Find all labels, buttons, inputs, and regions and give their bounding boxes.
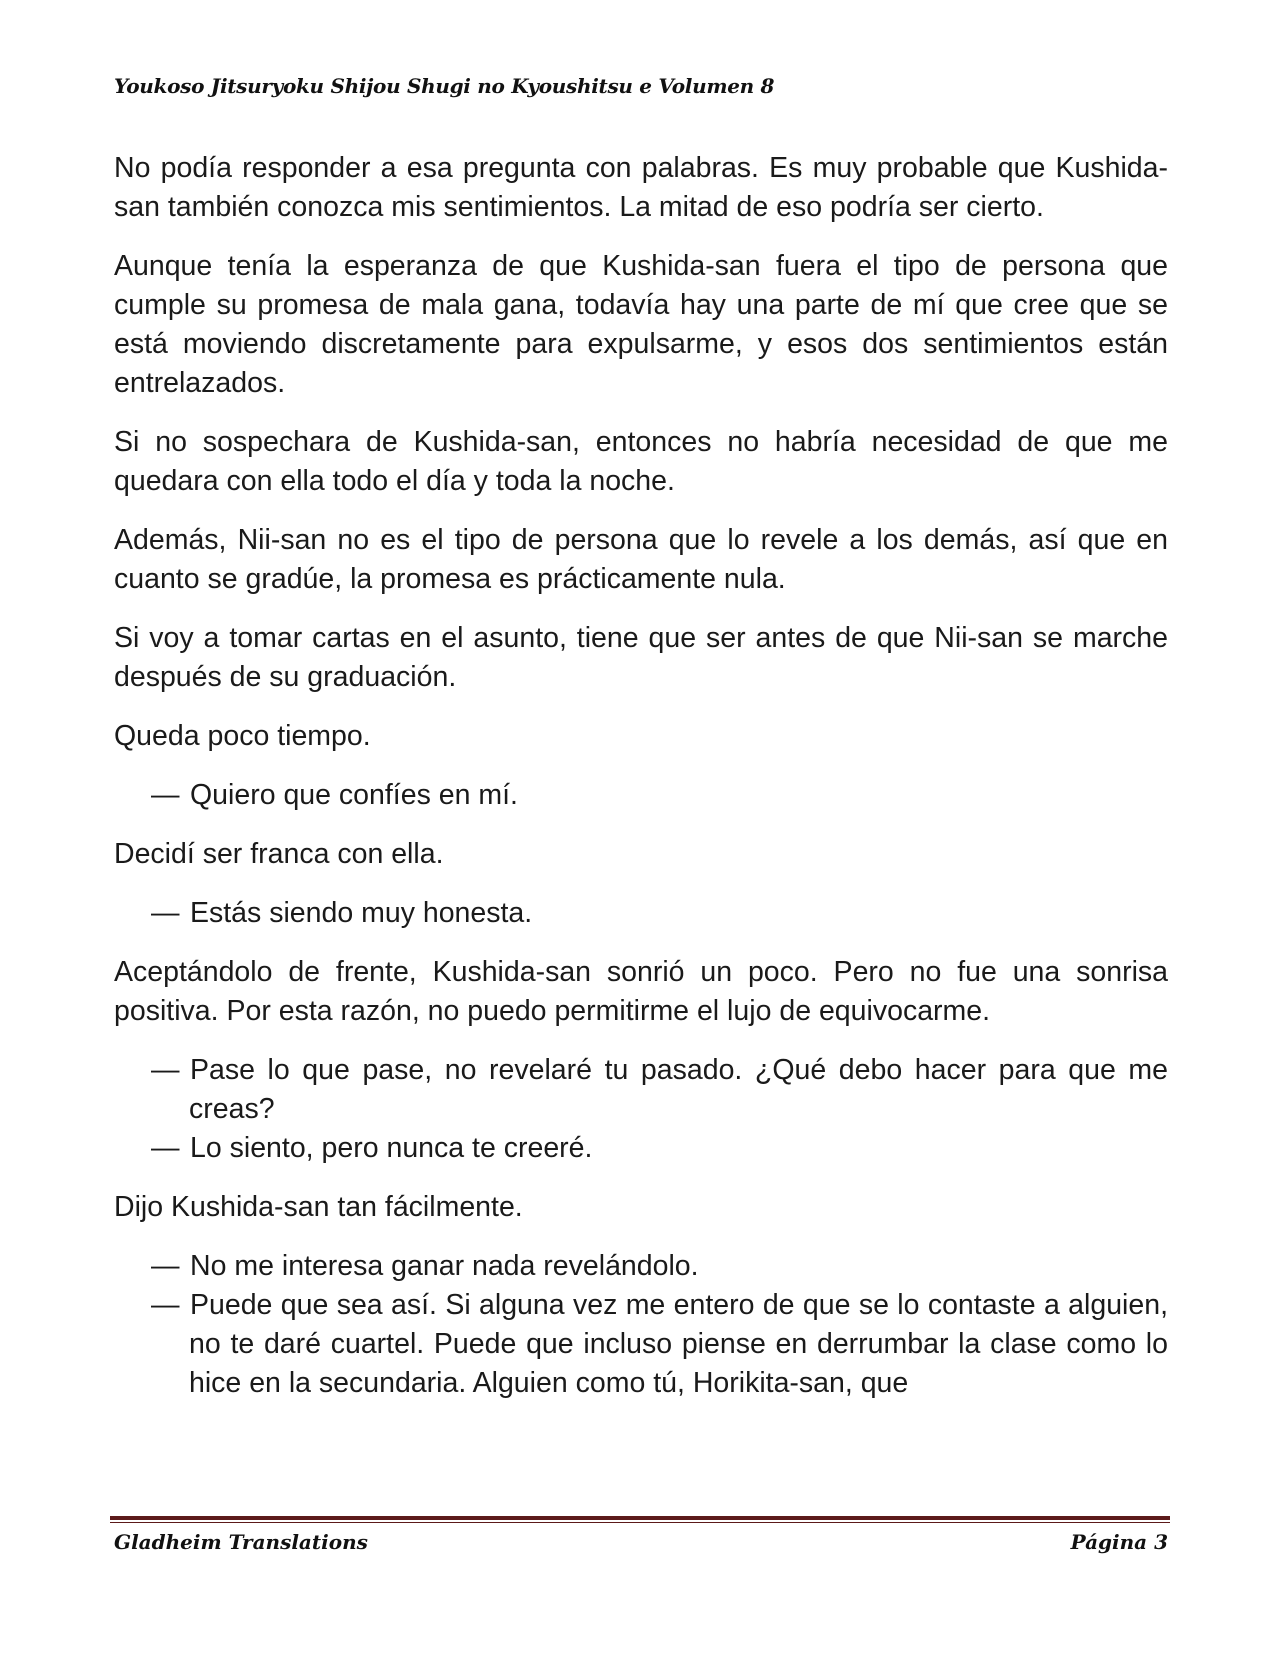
dialogue-dash: — (151, 1250, 180, 1282)
paragraph: Si no sospechara de Kushida-san, entonces no habría necesidad de que me quedara con ella todo el día y toda la noche. (114, 426, 1168, 497)
paragraph: Además, Nii-san no es el tipo de persona que lo revele a los demás, así que en cuanto se gradúe, la promesa es prácticamente nula. (114, 524, 1168, 595)
paragraph: Aceptándolo de frente, Kushida-san sonrió un poco. Pero no fue una sonrisa positiva. Por esta razón, no puedo permitirme el lujo de equivocarme. (114, 956, 1168, 1027)
dialogue-group (114, 894, 1168, 933)
dialogue-line (151, 1051, 1168, 1129)
dialogue-text: Pase lo que pase, no revelaré tu pasado. ¿Qué debo hacer para que me creas? (189, 1054, 1168, 1125)
page-header-title: Youkoso Jitsuryoku Shijou Shugi no Kyoushitsu e Volumen 8 (114, 74, 775, 98)
paragraph: Aunque tenía la esperanza de que Kushida-san fuera el tipo de persona que cumple su promesa de mala gana, todavía hay una parte de mí que cree que se está moviendo discretamente para expulsarme, y esos dos sentimientos están entrelazados. (114, 250, 1168, 399)
dialogue-text: Quiero que confíes en mí. (190, 779, 518, 811)
dialogue-group (114, 1247, 1168, 1403)
paragraph: Si voy a tomar cartas en el asunto, tiene que ser antes de que Nii-san se marche después de su graduación. (114, 622, 1168, 693)
dialogue-dash: — (151, 897, 180, 929)
dialogue-line (151, 894, 1168, 933)
dialogue-dash: — (151, 1289, 180, 1321)
page-body (114, 149, 1168, 1423)
paragraph: Queda poco tiempo. (114, 720, 371, 752)
dialogue-line (151, 776, 1168, 815)
dialogue-dash: — (151, 1132, 180, 1164)
footer-divider (110, 1516, 1170, 1523)
dialogue-text: Lo siento, pero nunca te creeré. (190, 1132, 593, 1164)
dialogue-text: Puede que sea así. Si alguna vez me entero de que se lo contaste a alguien, no te daré cuartel. Puede que incluso piense en derrumbar la clase como lo hice en la secundaria. Alguien como tú, Horikita-san, que (189, 1289, 1168, 1399)
paragraph: Dijo Kushida-san tan fácilmente. (114, 1191, 523, 1223)
footer-publisher: Gladheim Translations (114, 1530, 368, 1554)
dialogue-line (151, 1286, 1168, 1403)
dialogue-dash: — (151, 1054, 180, 1086)
dialogue-group (114, 776, 1168, 815)
paragraph: No podía responder a esa pregunta con palabras. Es muy probable que Kushida-san también conozca mis sentimientos. La mitad de eso podría ser cierto. (114, 152, 1168, 223)
dialogue-line (151, 1129, 1168, 1168)
dialogue-text: No me interesa ganar nada revelándolo. (190, 1250, 699, 1282)
dialogue-dash: — (151, 779, 180, 811)
dialogue-text: Estás siendo muy honesta. (190, 897, 533, 929)
dialogue-line (151, 1247, 1168, 1286)
dialogue-group (114, 1051, 1168, 1168)
paragraph: Decidí ser franca con ella. (114, 838, 444, 870)
footer-page-number: Página 3 (1070, 1530, 1168, 1554)
